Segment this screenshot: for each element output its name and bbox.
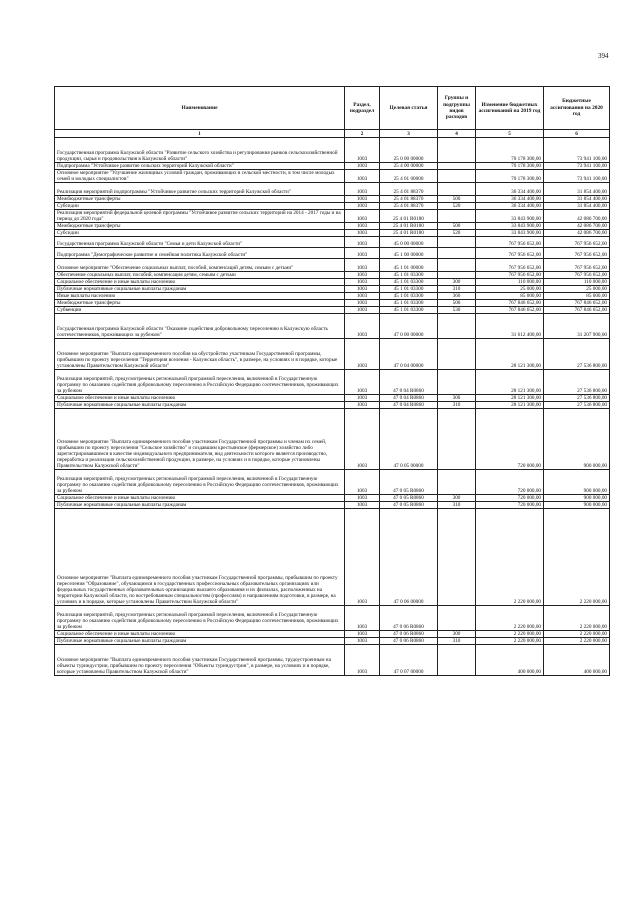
row-article: 45 1 01 03300: [380, 272, 438, 279]
row-budget-2020: 900 000,00: [544, 502, 610, 509]
row-change-2019: 767 956 652,00: [476, 237, 544, 248]
row-change-2019: 33 843 900,00: [476, 210, 544, 223]
row-section: 1003: [345, 259, 380, 272]
column-number-row: [55, 130, 610, 138]
table-row: [55, 645, 610, 676]
row-name: Межбюджетные трансферты: [55, 223, 345, 230]
row-budget-2020: 767 846 652,00: [544, 307, 610, 314]
row-name: Подпрограмма "Демографическое развитие и семейная политика Калужской области": [55, 248, 345, 259]
row-section: 1003: [345, 402, 380, 409]
row-name: Межбюджетные трансферты: [55, 300, 345, 307]
row-change-2019: 720 000,00: [476, 495, 544, 502]
row-section: 1003: [345, 286, 380, 293]
row-budget-2020: 2 220 000,00: [544, 509, 610, 606]
row-budget-2020: 42 086 700,00: [544, 210, 610, 223]
row-group: [438, 470, 476, 495]
row-section: 1003: [345, 370, 380, 395]
table-row: [55, 339, 610, 370]
row-budget-2020: 73 941 100,00: [544, 170, 610, 183]
row-change-2019: 70 178 300,00: [476, 170, 544, 183]
row-name: Субвенции: [55, 307, 345, 314]
row-budget-2020: 2 220 000,00: [544, 631, 610, 638]
row-change-2019: 85 000,00: [476, 293, 544, 300]
row-change-2019: 767 956 652,00: [476, 259, 544, 272]
row-article: 45 0 00 00000: [380, 237, 438, 248]
row-article: 25 4 01 R0180: [380, 223, 438, 230]
header-group: Группы и подгруппы видов расходов: [438, 87, 476, 130]
table-row: [55, 409, 610, 470]
row-section: 1003: [345, 339, 380, 370]
row-change-2019: 767 846 652,00: [476, 307, 544, 314]
table-row: [55, 495, 610, 502]
row-budget-2020: 31 854 400,00: [544, 203, 610, 210]
row-budget-2020: 767 956 652,00: [544, 237, 610, 248]
row-budget-2020: 31 207 900,00: [544, 314, 610, 339]
row-article: 47 0 06 00000: [380, 509, 438, 606]
row-group: 310: [438, 502, 476, 509]
row-group: [438, 339, 476, 370]
row-section: 1003: [345, 395, 380, 402]
row-group: 360: [438, 293, 476, 300]
table-row: [55, 279, 610, 286]
row-article: 47 0 07 00000: [380, 645, 438, 676]
row-name: Реализация мероприятий, предусмотренных региональной программой переселения, включенной в Государственную программу по оказанию содействия добровольному переселению в Российскую Федерацию соотечественников, проживающих за рубежом: [55, 606, 345, 631]
row-name: Иные выплаты населению: [55, 293, 345, 300]
row-budget-2020: 42 086 700,00: [544, 230, 610, 237]
table-row: [55, 286, 610, 293]
table-row: [55, 606, 610, 631]
table-row: [55, 502, 610, 509]
row-article: 47 0 00 00000: [380, 314, 438, 339]
row-article: 25 4 01 88370: [380, 183, 438, 196]
row-article: 47 0 05 00000: [380, 409, 438, 470]
row-article: 47 0 05 R0860: [380, 502, 438, 509]
row-budget-2020: 767 846 652,00: [544, 300, 610, 307]
header-article: Целевая статья: [380, 87, 438, 130]
page-number: 394: [598, 52, 609, 60]
row-group: 310: [438, 638, 476, 645]
row-change-2019: 70 178 300,00: [476, 163, 544, 170]
row-group: 300: [438, 631, 476, 638]
row-section: 1003: [345, 300, 380, 307]
row-change-2019: 28 121 300,00: [476, 339, 544, 370]
row-budget-2020: 110 000,00: [544, 279, 610, 286]
row-change-2019: 28 121 300,00: [476, 370, 544, 395]
row-budget-2020: 85 000,00: [544, 293, 610, 300]
row-article: 47 0 06 R0860: [380, 631, 438, 638]
row-section: 1003: [345, 272, 380, 279]
row-section: 1003: [345, 138, 380, 163]
row-group: [438, 248, 476, 259]
row-group: [438, 259, 476, 272]
row-section: 1003: [345, 409, 380, 470]
row-group: 310: [438, 286, 476, 293]
row-section: 1003: [345, 502, 380, 509]
row-group: [438, 409, 476, 470]
row-change-2019: 36 334 400,00: [476, 196, 544, 203]
column-number: 2: [345, 130, 380, 138]
table-row: [55, 230, 610, 237]
table-row: [55, 402, 610, 409]
row-budget-2020: 31 854 400,00: [544, 196, 610, 203]
row-change-2019: 2 220 000,00: [476, 631, 544, 638]
row-change-2019: 28 121 300,00: [476, 395, 544, 402]
row-section: 1003: [345, 210, 380, 223]
row-budget-2020: 400 000,00: [544, 645, 610, 676]
row-name: Государственная программа Калужской области "Оказание содействия добровольному переселению в Калужскую область соотечественников, проживающих за рубежом": [55, 314, 345, 339]
row-group: 300: [438, 495, 476, 502]
row-group: 310: [438, 402, 476, 409]
row-article: 45 1 01 03300: [380, 307, 438, 314]
row-section: 1003: [345, 196, 380, 203]
row-change-2019: 33 843 900,00: [476, 230, 544, 237]
table-row: [55, 307, 610, 314]
row-group: [438, 509, 476, 606]
row-article: 47 0 06 R0860: [380, 606, 438, 631]
table-row: [55, 163, 610, 170]
row-change-2019: 2 220 000,00: [476, 606, 544, 631]
row-article: 47 0 04 R0860: [380, 402, 438, 409]
row-section: 1003: [345, 631, 380, 638]
header-name: Наименование: [55, 87, 345, 130]
row-section: 1003: [345, 293, 380, 300]
row-section: 1003: [345, 163, 380, 170]
row-name: Государственная программа Калужской области "Семья и дети Калужской области": [55, 237, 345, 248]
row-name: Публичные нормативные социальные выплаты гражданам: [55, 638, 345, 645]
row-budget-2020: 27 536 800,00: [544, 402, 610, 409]
row-change-2019: 2 220 000,00: [476, 638, 544, 645]
row-change-2019: 36 334 400,00: [476, 203, 544, 210]
row-budget-2020: 900 000,00: [544, 495, 610, 502]
row-article: 47 0 04 R0860: [380, 370, 438, 395]
header-change-2019: Изменение бюджетных ассигнований на 2019 год: [476, 87, 544, 130]
row-group: [438, 370, 476, 395]
table-row: [55, 203, 610, 210]
row-name: Социальное обеспечение и иные выплаты населению: [55, 395, 345, 402]
row-article: 25 4 01 88370: [380, 203, 438, 210]
row-section: 1003: [345, 203, 380, 210]
row-section: 1003: [345, 638, 380, 645]
row-group: 530: [438, 307, 476, 314]
row-section: 1003: [345, 230, 380, 237]
table-row: [55, 314, 610, 339]
row-article: 45 1 00 00000: [380, 248, 438, 259]
row-name: Публичные нормативные социальные выплаты гражданам: [55, 402, 345, 409]
row-section: 1003: [345, 223, 380, 230]
row-section: 1003: [345, 645, 380, 676]
row-budget-2020: 73 941 100,00: [544, 138, 610, 163]
table-row: [55, 470, 610, 495]
row-name: Основное мероприятие "Обеспечение социальных выплат, пособий, компенсаций детям, семьям с детьми": [55, 259, 345, 272]
row-group: [438, 163, 476, 170]
row-budget-2020: 27 536 800,00: [544, 370, 610, 395]
row-change-2019: 31 612 400,00: [476, 314, 544, 339]
table-body: [55, 138, 610, 676]
row-article: 45 1 01 03300: [380, 286, 438, 293]
row-group: 520: [438, 203, 476, 210]
row-article: 25 4 01 R0180: [380, 230, 438, 237]
row-change-2019: 720 000,00: [476, 502, 544, 509]
row-change-2019: 28 121 300,00: [476, 402, 544, 409]
row-name: Субсидии: [55, 230, 345, 237]
column-number: 4: [438, 130, 476, 138]
row-article: 45 1 01 03300: [380, 293, 438, 300]
row-change-2019: 110 000,00: [476, 279, 544, 286]
row-change-2019: 25 000,00: [476, 286, 544, 293]
row-name: Публичные нормативные социальные выплаты гражданам: [55, 286, 345, 293]
row-name: Основное мероприятие "Выплата единовременного пособия участникам Государственной программы, прибывшим по проекту переселения "Образование", обучающимся в государственных профессиональных образовательных организациях или федеральных государственных образовательных организациях высшего образования и их филиалах, расположенных на территории Калужской области, по востребованным специальностям (профессиям) и направлениям подготовки, в размере, на условиях и в порядке, которые установлены Правительством Калужской области": [55, 509, 345, 606]
table-row: [55, 196, 610, 203]
row-group: 300: [438, 279, 476, 286]
row-article: 47 0 05 R0860: [380, 495, 438, 502]
row-budget-2020: 27 536 800,00: [544, 339, 610, 370]
table-row: [55, 210, 610, 223]
row-name: Обеспечение социальных выплат, пособий, компенсация детям, семьям с детьми: [55, 272, 345, 279]
row-budget-2020: 25 000,00: [544, 286, 610, 293]
row-budget-2020: 2 220 000,00: [544, 638, 610, 645]
table-row: [55, 248, 610, 259]
table-row: [55, 638, 610, 645]
row-group: [438, 183, 476, 196]
row-article: 25 0 00 00000: [380, 138, 438, 163]
row-change-2019: 2 220 000,00: [476, 509, 544, 606]
row-group: [438, 314, 476, 339]
row-section: 1003: [345, 307, 380, 314]
row-group: [438, 645, 476, 676]
row-name: Основное мероприятие "Улучшение жилищных условий граждан, проживающих в сельской местности, в том числе молодых семей и молодых специалистов": [55, 170, 345, 183]
row-section: 1003: [345, 248, 380, 259]
table-row: [55, 300, 610, 307]
row-change-2019: 767 956 652,00: [476, 272, 544, 279]
header-row: [55, 87, 610, 130]
row-article: 25 4 01 00000: [380, 170, 438, 183]
table-row: [55, 223, 610, 230]
row-group: 500: [438, 223, 476, 230]
row-group: [438, 237, 476, 248]
row-name: Межбюджетные трансферты: [55, 196, 345, 203]
row-group: [438, 606, 476, 631]
table-row: [55, 170, 610, 183]
row-section: 1003: [345, 279, 380, 286]
row-group: 300: [438, 395, 476, 402]
row-change-2019: 36 334 400,00: [476, 183, 544, 196]
table-row: [55, 509, 610, 606]
row-name: Социальное обеспечение и иные выплаты населению: [55, 495, 345, 502]
header-section: Раздел, подраздел: [345, 87, 380, 130]
row-budget-2020: 767 956 652,00: [544, 272, 610, 279]
row-group: 520: [438, 230, 476, 237]
row-section: 1003: [345, 509, 380, 606]
table-row: [55, 293, 610, 300]
row-section: 1003: [345, 606, 380, 631]
row-change-2019: 720 000,00: [476, 470, 544, 495]
row-group: 500: [438, 196, 476, 203]
row-name: Реализация мероприятий, предусмотренных региональной программой переселения, включенной в Государственную программу по оказанию содействия добровольному переселению в Российскую Федерацию соотечественников, проживающих за рубежом: [55, 370, 345, 395]
row-change-2019: 720 000,00: [476, 409, 544, 470]
row-budget-2020: 73 941 100,00: [544, 163, 610, 170]
row-group: [438, 272, 476, 279]
row-name: Реализация мероприятий федеральной целевой программы "Устойчивое развитие сельских территорий на 2014 - 2017 годы и на период до 2020 года": [55, 210, 345, 223]
row-article: 25 4 00 00000: [380, 163, 438, 170]
table-row: [55, 183, 610, 196]
row-section: 1003: [345, 495, 380, 502]
table-row: [55, 395, 610, 402]
row-change-2019: 400 000,00: [476, 645, 544, 676]
row-budget-2020: 767 956 652,00: [544, 248, 610, 259]
row-group: [438, 138, 476, 163]
row-budget-2020: 27 536 800,00: [544, 395, 610, 402]
row-name: Социальное обеспечение и иные выплаты населению: [55, 631, 345, 638]
row-article: 45 1 01 03300: [380, 279, 438, 286]
row-group: 500: [438, 300, 476, 307]
row-budget-2020: 2 220 000,00: [544, 606, 610, 631]
row-change-2019: 70 178 300,00: [476, 138, 544, 163]
row-budget-2020: 767 956 652,00: [544, 259, 610, 272]
row-article: 25 4 01 R0180: [380, 210, 438, 223]
row-section: 1003: [345, 314, 380, 339]
row-group: [438, 210, 476, 223]
row-name: Основное мероприятие "Выплата единовременного пособия участникам Государственной программы и членам их семей, прибывшим по проекту переселения "Сельское хозяйство" и создавшим крестьянское (фермерское) хозяйство либо зарегистрировавшимся в качестве индивидуального предпринимателя, вид деятельности которого является производство, переработка и реализация сельскохозяйственной продукции, в размере, на условиях и в порядке, которые установлены Правительством Калужской области": [55, 409, 345, 470]
row-change-2019: 767 956 652,00: [476, 248, 544, 259]
column-number: 5: [476, 130, 544, 138]
row-article: 45 1 01 03300: [380, 300, 438, 307]
row-budget-2020: 42 086 700,00: [544, 223, 610, 230]
header-budget-2020: Бюджетные ассигнования на 2020 год: [544, 87, 610, 130]
row-name: Реализация мероприятий, предусмотренных региональной программой переселения, включенной в Государственную программу по оказанию содействия добровольному переселению в Российскую Федерацию соотечественников, проживающих за рубежом: [55, 470, 345, 495]
table-row: [55, 631, 610, 638]
table-row: [55, 370, 610, 395]
row-change-2019: 33 843 900,00: [476, 223, 544, 230]
row-name: Субсидии: [55, 203, 345, 210]
row-group: [438, 170, 476, 183]
row-name: Публичные нормативные социальные выплаты гражданам: [55, 502, 345, 509]
row-budget-2020: 31 854 400,00: [544, 183, 610, 196]
table-row: [55, 259, 610, 272]
column-number: 3: [380, 130, 438, 138]
row-article: 25 4 01 88370: [380, 196, 438, 203]
row-name: Основное мероприятие "Выплата единовременного пособия на обустройство участникам Государственной программы, прибывшим по проекту переселения "Территория вселения - Калужская область", в размере, на условиях и в порядке, которые установлены Правительством Калужской области": [55, 339, 345, 370]
row-name: Государственная программа Калужской области "Развитие сельского хозяйства и регулирования рынков сельскохозяйственной продукции, сырья и продовольствия в Калужской области": [55, 138, 345, 163]
row-article: 47 0 06 R0860: [380, 638, 438, 645]
row-name: Социальное обеспечение и иные выплаты населению: [55, 279, 345, 286]
budget-table: [54, 86, 610, 676]
row-article: 47 0 04 R0860: [380, 395, 438, 402]
row-section: 1003: [345, 237, 380, 248]
row-section: 1003: [345, 183, 380, 196]
table-row: [55, 272, 610, 279]
table-row: [55, 138, 610, 163]
row-budget-2020: 900 000,00: [544, 470, 610, 495]
row-name: Реализация мероприятий подпрограммы "Устойчивое развитие сельских территорий Калужской области": [55, 183, 345, 196]
row-article: 47 0 04 00000: [380, 339, 438, 370]
table-row: [55, 237, 610, 248]
row-article: 45 1 01 00000: [380, 259, 438, 272]
row-name: Основное мероприятие "Выплата единовременного пособия участникам Государственной программы, трудоустроенным на объекты туриндустрии, прибывшим по проекту переселения "Объекты туриндустрии", в размере, на условиях и в порядке, которые установлены Правительством Калужской области": [55, 645, 345, 676]
row-section: 1003: [345, 170, 380, 183]
column-number: 6: [544, 130, 610, 138]
row-section: 1003: [345, 470, 380, 495]
row-article: 47 0 05 R0860: [380, 470, 438, 495]
row-budget-2020: 900 000,00: [544, 409, 610, 470]
row-change-2019: 767 846 652,00: [476, 300, 544, 307]
row-name: Подпрограмма "Устойчивое развитие сельских территорий Калужской области": [55, 163, 345, 170]
column-number: 1: [55, 130, 345, 138]
